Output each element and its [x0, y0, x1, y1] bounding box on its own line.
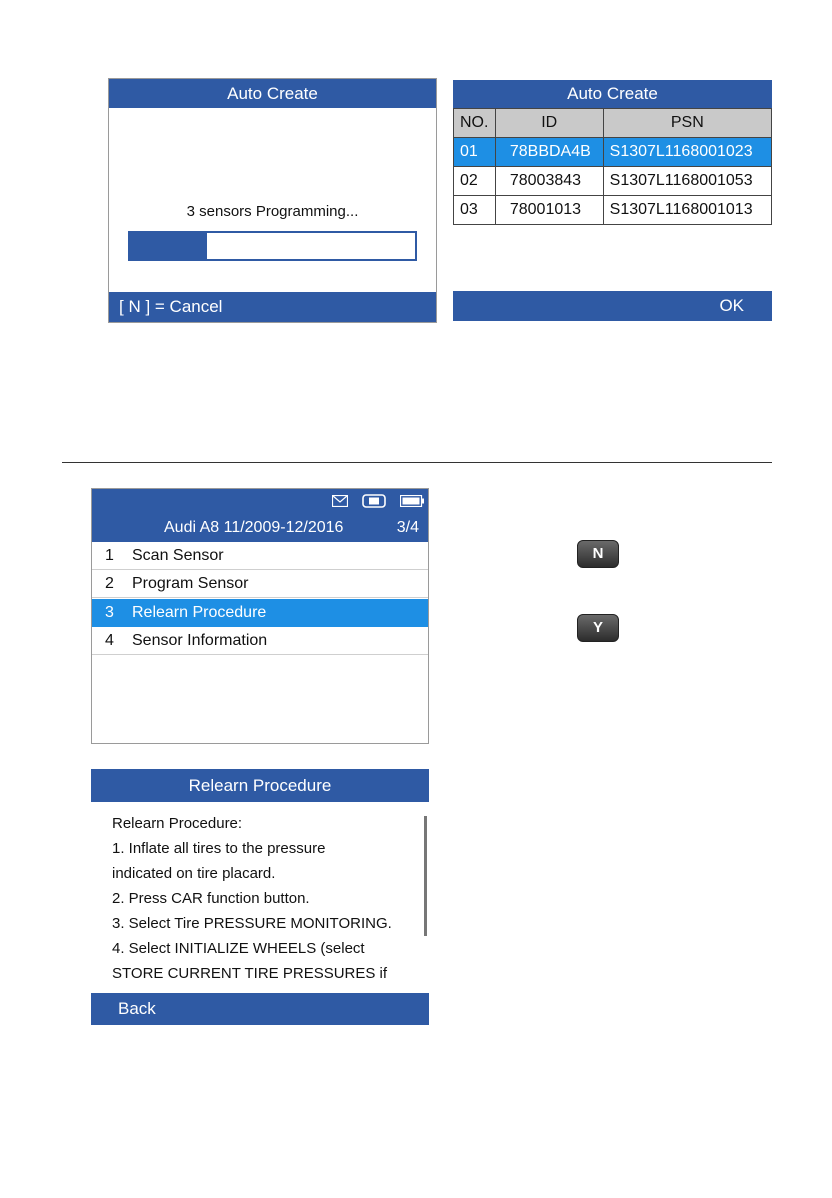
column-header-id: ID: [495, 109, 603, 138]
menu-item-label: Relearn Procedure: [132, 604, 267, 621]
procedure-line: 3. Select Tire PRESSURE MONITORING.: [112, 915, 392, 932]
procedure-line: 4. Select INITIALIZE WHEELS (select: [112, 940, 365, 957]
menu-item-program-sensor[interactable]: [92, 570, 428, 598]
progress-bar-fill: [130, 233, 207, 259]
table-row[interactable]: [454, 167, 772, 196]
column-header-no: NO.: [454, 109, 496, 138]
cell-id: 78001013: [495, 196, 603, 225]
procedure-text: [91, 802, 429, 993]
page-indicator: 3/4: [396, 519, 419, 536]
menu-item-label: Sensor Information: [132, 632, 268, 649]
progress-bar: [128, 231, 417, 261]
cell-psn: S1307L1168001023: [603, 138, 771, 167]
n-key-button[interactable]: N: [577, 540, 619, 568]
cancel-button[interactable]: [ N ] = Cancel: [109, 292, 436, 322]
menu-item-number: 4: [105, 632, 114, 649]
ok-button[interactable]: [453, 291, 772, 321]
vehicle-menu-screen: [91, 488, 429, 744]
sensor-table: [453, 108, 772, 225]
menu-item-relearn-procedure[interactable]: [92, 599, 428, 627]
battery-icon: [400, 495, 424, 507]
menu-item-sensor-information[interactable]: [92, 627, 428, 655]
back-button[interactable]: Back: [91, 993, 429, 1025]
cell-no: 01: [454, 138, 496, 167]
menu-item-number: 2: [105, 575, 114, 592]
procedure-line: indicated on tire placard.: [112, 865, 276, 882]
auto-create-progress-screen: [108, 78, 437, 323]
programming-message: 3 sensors Programming...: [186, 203, 359, 220]
menu-header: [92, 489, 428, 542]
menu-item-scan-sensor[interactable]: [92, 542, 428, 570]
auto-create-results-screen: [453, 80, 772, 321]
cell-id: 78BBDA4B: [495, 138, 603, 167]
relearn-procedure-screen: [91, 769, 429, 1025]
ok-label: OK: [719, 296, 744, 315]
menu-item-label: Scan Sensor: [132, 547, 224, 564]
menu-item-label: Program Sensor: [132, 575, 249, 592]
procedure-line: 2. Press CAR function button.: [112, 890, 310, 907]
screen-title: Relearn Procedure: [91, 769, 429, 802]
menu-item-number: 3: [105, 604, 114, 621]
cell-psn: S1307L1168001013: [603, 196, 771, 225]
section-divider: [62, 462, 772, 463]
procedure-line: 1. Inflate all tires to the pressure: [112, 840, 326, 857]
screen-title: Auto Create: [109, 79, 436, 108]
cell-no: 02: [454, 167, 496, 196]
scrollbar[interactable]: [424, 816, 427, 936]
procedure-line: STORE CURRENT TIRE PRESSURES if: [112, 965, 388, 982]
menu-item-number: 1: [105, 547, 114, 564]
cell-psn: S1307L1168001053: [603, 167, 771, 196]
procedure-line: Relearn Procedure:: [112, 815, 243, 832]
mail-icon: [332, 495, 348, 507]
column-header-psn: PSN: [603, 109, 771, 138]
table-row[interactable]: [454, 138, 772, 167]
table-row[interactable]: [454, 196, 772, 225]
cell-no: 03: [454, 196, 496, 225]
cell-id: 78003843: [495, 167, 603, 196]
y-key-button[interactable]: Y: [577, 614, 619, 642]
table-header-row: [454, 109, 772, 138]
vci-icon: [362, 494, 386, 508]
screen-title: Auto Create: [453, 80, 772, 108]
vehicle-name: Audi A8 11/2009-12/2016: [164, 519, 344, 536]
